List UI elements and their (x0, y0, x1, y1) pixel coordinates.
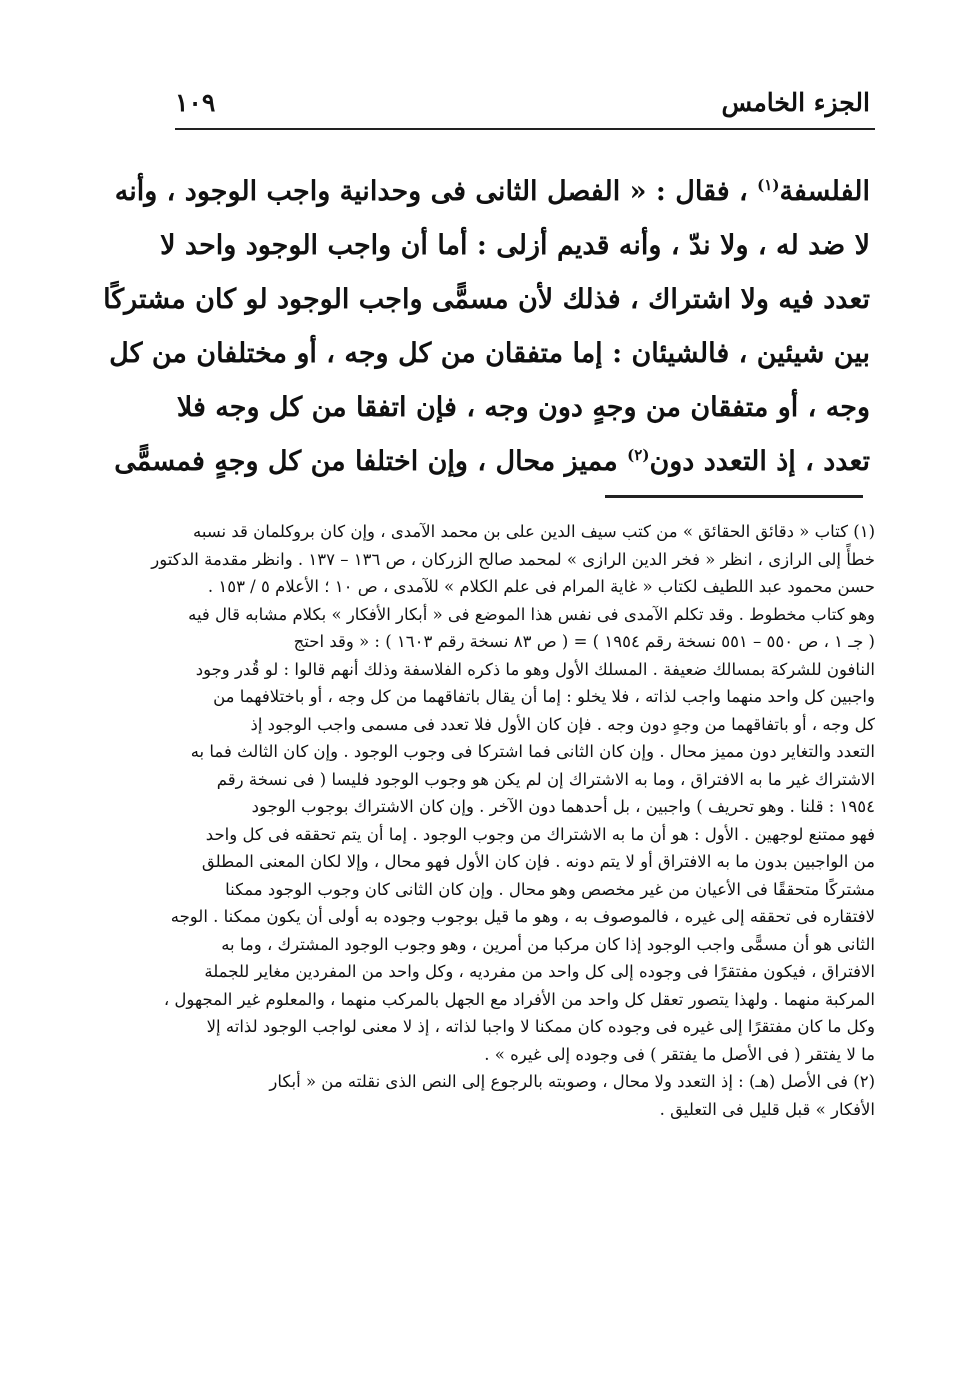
footnote-line: فهو ممتنع لوجهين . الأول : هو أن ما به الاشتراك من وجوب الوجود . إما أن يتم تحققه فى كل واحد (205, 824, 875, 844)
footnote-line: وهو كتاب مخطوط . وقد تكلم الآمدى فى نفس هذا الموضع فى « أبكار الأفكار » بكلام مشابه قال فيه (188, 604, 875, 624)
footnote-line: (٢) فى الأصل (هـ) : إذ التعدد ولا محال ، وصوبته بالرجوع إلى النص الذى نقلته من « أبكار (269, 1072, 875, 1091)
main-line (114, 165, 870, 219)
footnote-line: المركبة منهما . ولهذا يتصور تعقل كل واحد من الأفراد مع الجهل بالمركب منهما ، والمعلوم غير المجهول ، (163, 989, 875, 1009)
main-text-fragment: تعدد ، إذ التعدد دون (649, 446, 870, 477)
page-number: ١٠٩ (175, 87, 216, 117)
footnote-line: خطأً إلى الرازى ، انظر « فخر الدين الرازى » لمحمد صالح الزركان ، ص ١٣٦ – ١٣٧ . وانظر مقدمة الدكتور (151, 549, 875, 569)
main-text-fragment: مميز محال ، وإن اختلفا من كل وجهٍ فمسمًّى (114, 446, 618, 477)
footnote-line: واجبين كل واحد منهما واجب لذاته ، فلا يخلو : إما أن يقال باتفاقهما من كل وجه ، أو باختلافهما من (213, 687, 875, 706)
footnote-line: الاشتراك غير ما به الافتراق ، وما به الاشتراك إن لم يكن هو وجوب الوجود فليسا ( فى نسخة رقم (216, 769, 875, 789)
footnote-line: الثانى هو أن مسمًّى واجب الوجود إذا كان مركبا من أمرين ، وهو وجوب الوجود المشترك ، وما به (221, 934, 875, 954)
footnote-line: من الواجبين بدون ما به الافتراق أو لا يتم دونه . فإن كان الأول فهو محال ، وإلا لكان المعنى المطلق (201, 852, 875, 871)
running-title: الجزء الخامس (721, 87, 870, 117)
footnotes (151, 518, 875, 1123)
main-line: لا ضد له ، ولا ندّ ، وأنه قديم أزلى : أما أن واجب الوجود واحد لا (160, 230, 870, 261)
footnote-line: حسن محمود عبد اللطيف لكتاب « غاية المرام فى علم الكلام » للآمدى ، ص ١٠ ؛ الأعلام ٥ / ١٥٣ . (207, 577, 875, 596)
footnote-line: لافتقاره فى تحققه إلى غيره ، فالموصوف به ، وهو ما قيل بوجوب وجوده به أولى أن يكون ممكنا . الوجه (170, 907, 875, 926)
header-rule (175, 128, 875, 130)
footnote-line: النافون للشركة بمسالك ضعيفة . المسلك الأول وهو ما ذكره الفلاسفة وذلك أنهم قالوا : لو قُدر وجود (195, 659, 875, 679)
main-text-fragment: ، فقال : « الفصل الثانى فى وحدانية واجب الوجود ، وأنه (114, 176, 748, 207)
footnote-ref: (٢) (627, 446, 650, 464)
footnote-line: كل وجه ، أو باتفاقهما من وجهٍ دون وجه . فإن كان الأول فلا تعدد فى مسمى واجب الوجود إذ (250, 714, 875, 734)
footnote-line: (١) كتاب « دقائق الحقائق » من كتب سيف الدين على بن محمد الآمدى ، وإن كان بروكلمان قد نسبه (193, 522, 875, 541)
footnote-line: الأفكار » قبل قليل فى التعليق . (659, 1099, 875, 1119)
main-text-fragment: الفلسفة (779, 176, 870, 207)
footnote-separator (605, 495, 863, 498)
footnote-line: مشتركًا متحققًا فى الأعيان من غير مخصص وهو محال . وإن كان الثانى كان وجوب الوجود ممكنا (225, 879, 875, 899)
page-header (175, 80, 870, 124)
main-text (103, 165, 870, 489)
footnote-line: ما لا يفتقر ( فى الأصل ما يفتقر ) فى وجوده إلى غيره » . (484, 1044, 875, 1064)
footnote-line: ( جـ ١ ، ص ٥٥٠ – ٥٥١ نسخة رقم ١٩٥٤ ) = ( ص ٨٣ نسخة رقم ١٦٠٣ ) : « وقد احتج (293, 632, 875, 651)
footnote-line: التعدد والتغاير دون مميز محال . وإن كان الثانى فما اشتركا فى وجوب الوجود . وإن كان الثالث فما به (190, 742, 875, 761)
footnote-ref: (١) (757, 176, 780, 194)
main-line: بين شيئين ، فالشيئان : إما متفقان من كل وجه ، أو مختلفان من كل (109, 338, 870, 369)
main-line (114, 435, 870, 489)
main-line: تعدد فيه ولا اشتراك ، فذلك لأن مسمًّى واجب الوجود لو كان مشتركًا (103, 284, 870, 315)
footnote-line: وكل ما كان مفتقرًا إلى غيره فى وجوده كان ممكنا لا واجبا لذاته ، إذ لا معنى لواجب الوجود لذاته إلا (206, 1017, 875, 1036)
main-line: وجه ، أو متفقان من وجهٍ دون وجه ، فإن اتفقا من كل وجه فلا (176, 392, 870, 423)
footnote-line: ١٩٥٤ : قلنا . وهو تحريف ) واجبين ، بل أحدهما دون الآخر . وإن كان الاشتراك بوجوب الوجود (251, 797, 875, 816)
footnote-line: الافتراق ، فيكون مفتقرًا فى وجوده إلى كل واحد من مفرديه ، وكل واحد من المفردين مغاير للجملة (204, 962, 875, 981)
